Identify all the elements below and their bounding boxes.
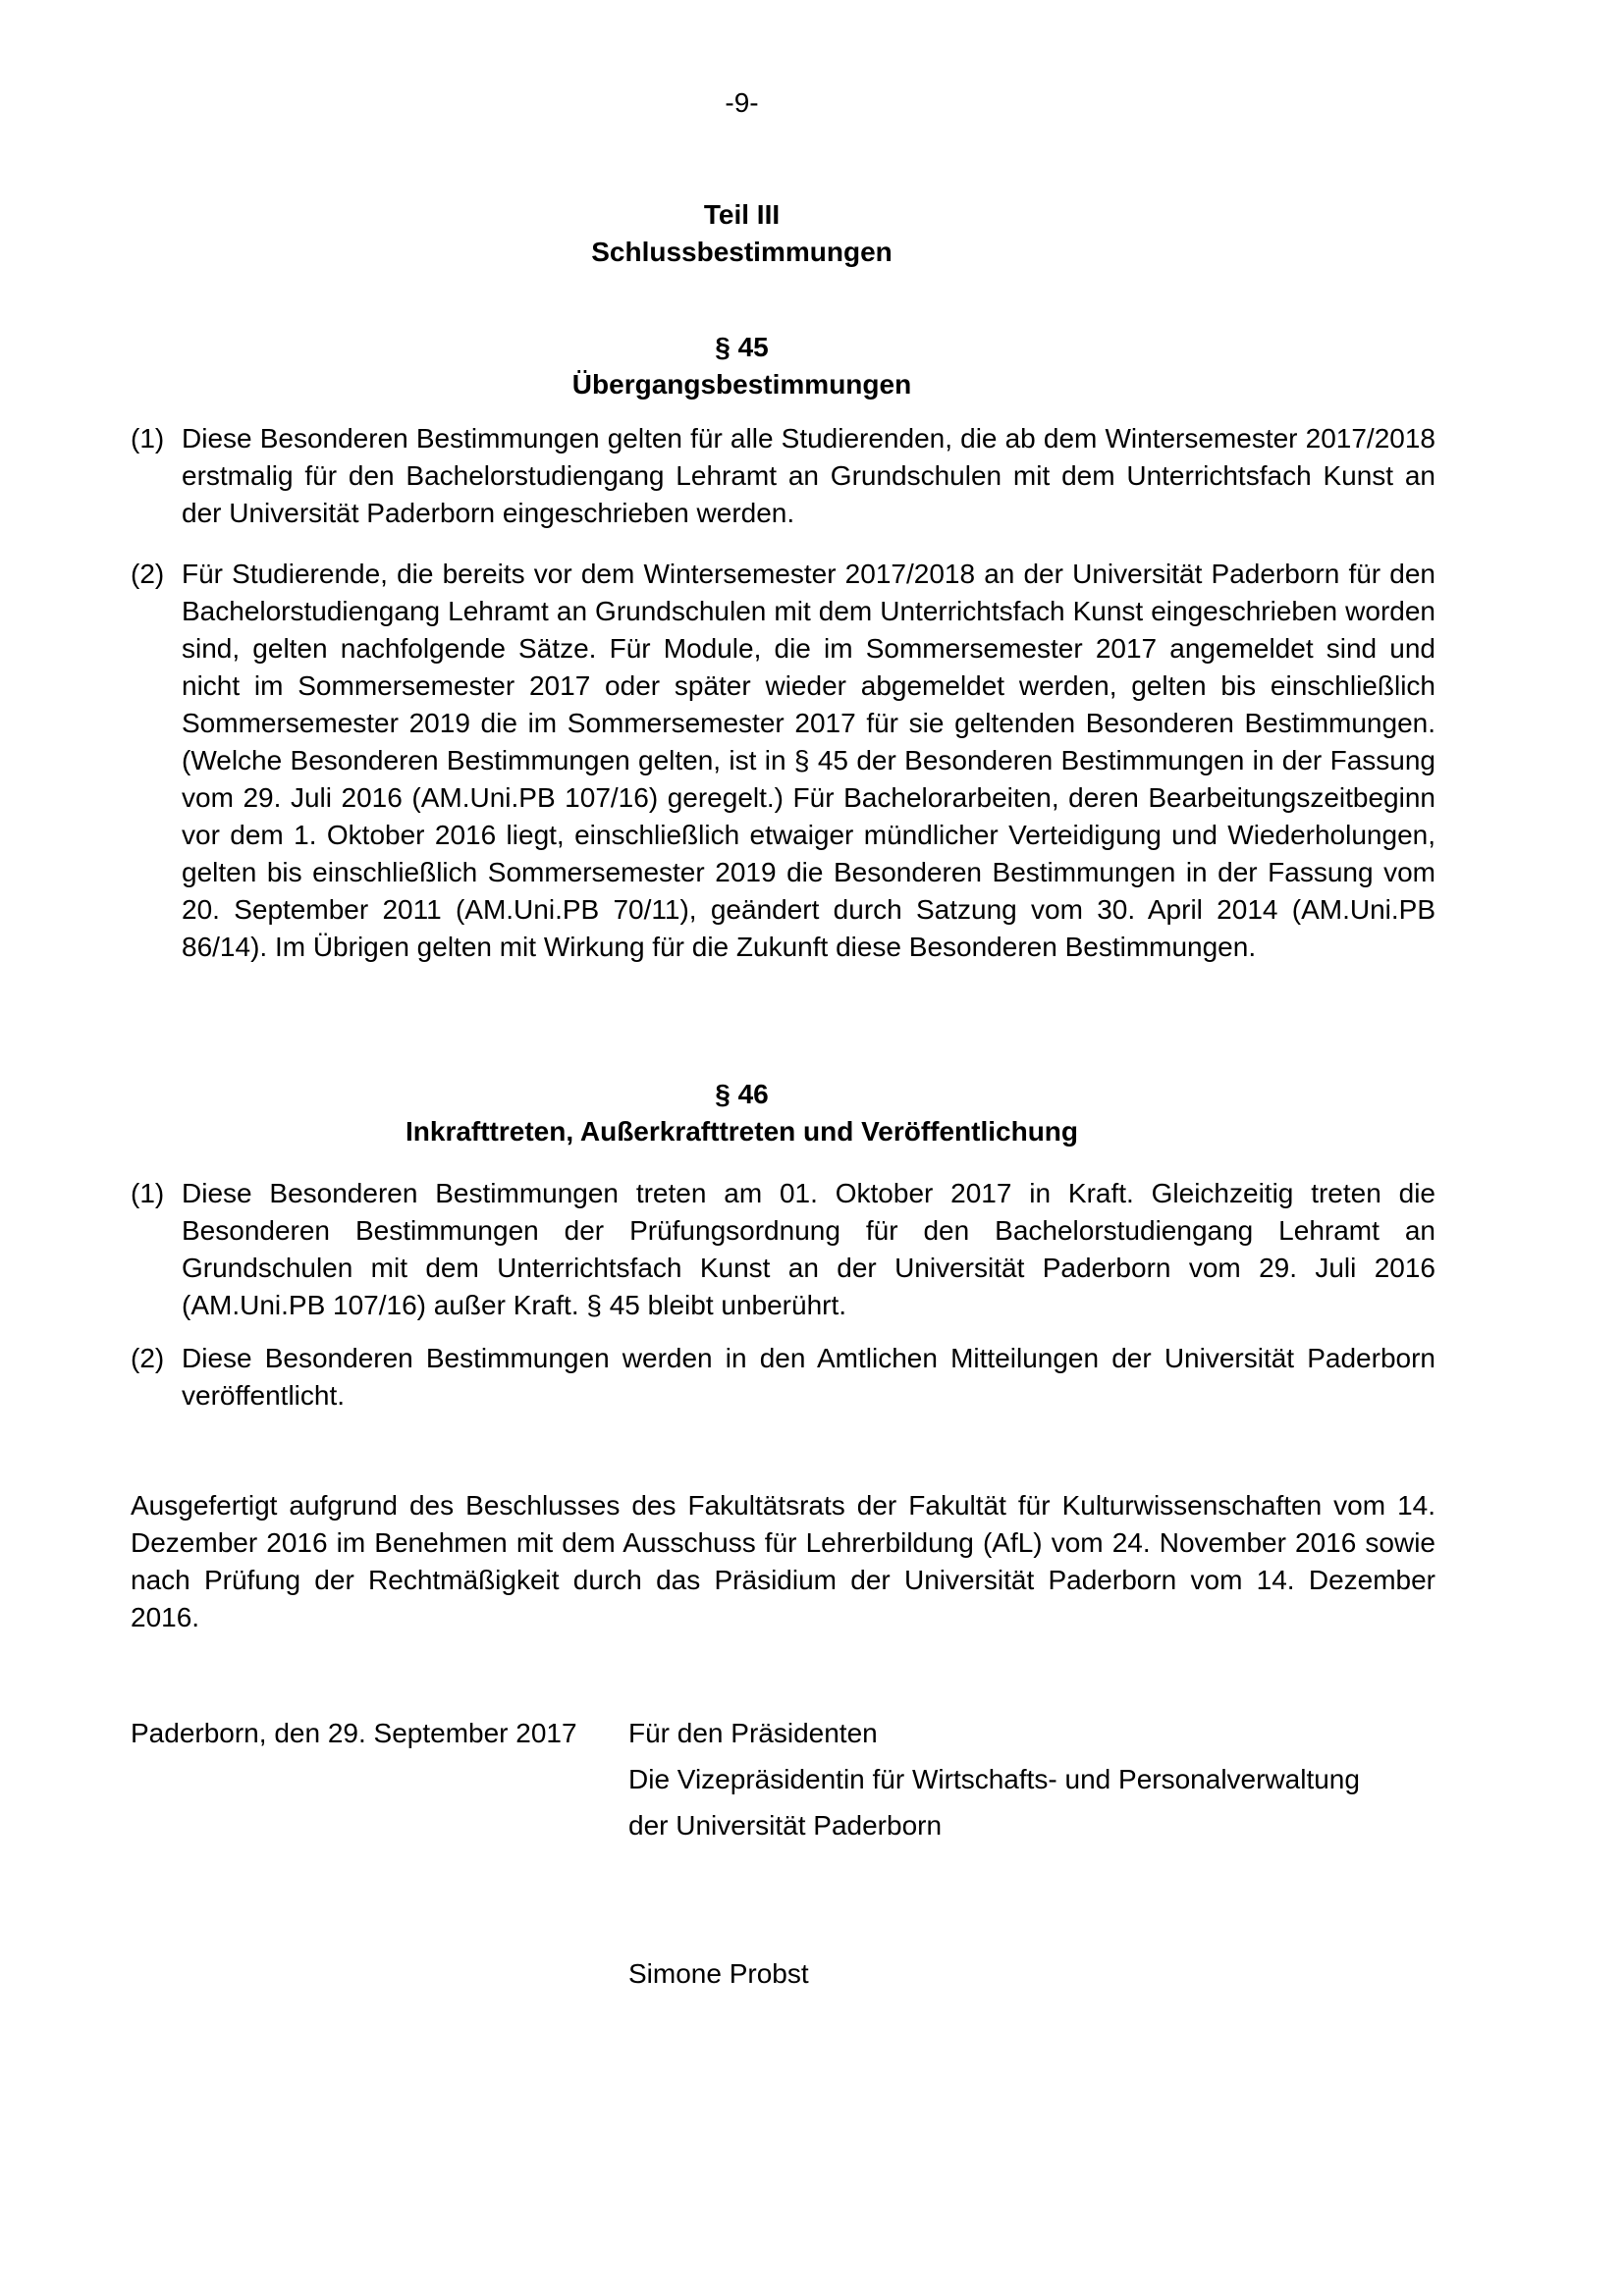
paragraph-text: Diese Besonderen Bestimmungen werden in den Amtlichen Mitteilungen der Universität Paderborn veröffentlicht.: [182, 1343, 1435, 1411]
paragraph-text: Diese Besonderen Bestimmungen gelten für alle Studierenden, die ab dem Wintersemester 2017/2018 erstmalig für den Bachelorstudiengang Lehramt an Grundschulen mit dem Unterrichtsfach Kunst an der Universität Paderborn eingeschrieben werden.: [182, 423, 1435, 528]
signature-right-column: [628, 1710, 1435, 1993]
closing-paragraph: Ausgefertigt aufgrund des Beschlusses des Fakultätsrats der Fakultät für Kulturwissenschaften vom 14. Dezember 2016 im Benehmen mit dem Ausschuss für Lehrerbildung (AfL) vom 24. November 2016 sowie nach Prüfung der Rechtmäßigkeit durch das Präsidium der Universität Paderborn vom 14. Dezember 2016.: [131, 1490, 1435, 1632]
section-45-paragraph-2: [131, 556, 1435, 966]
paragraph-label: (2): [131, 559, 165, 589]
section-45-title: Übergangsbestimmungen: [571, 369, 912, 400]
section-46-paragraph-1: [131, 1175, 1435, 1324]
part-number: Teil III: [703, 199, 781, 230]
section-46-heading: [131, 1076, 1353, 1150]
signature-name: Simone Probst: [628, 1958, 809, 1989]
paragraph-text: Für Studierende, die bereits vor dem Wintersemester 2017/2018 an der Universität Paderborn für den Bachelorstudiengang Lehramt an Grundschulen mit dem Unterrichtsfach Kunst eingeschrieben worden sind, gelten nachfolgende Sätze. Für Module, die im Sommersemester 2017 angemeldet sind und nicht im Sommersemester 2017 oder später wieder abgemeldet werden, gelten bis einschließlich Sommersemester 2019 die im Sommersemester 2017 für sie geltenden Besonderen Bestimmungen. (Welche Besonderen Bestimmungen gelten, ist in § 45 der Besonderen Bestimmungen in der Fassung vom 29. Juli 2016 (AM.Uni.PB 107/16) geregelt.) Für Bachelorarbeiten, deren Bearbeitungszeitbeginn vor dem 1. Oktober 2016 liegt, einschließlich etwaiger mündlicher Verteidigung und Wiederholungen, gelten bis einschließlich Sommersemester 2019 die Besonderen Bestimmungen in der Fassung vom 20. September 2011 (AM.Uni.PB 70/11), geändert durch Satzung vom 30. April 2014 (AM.Uni.PB 86/14). Im Übrigen gelten mit Wirkung für die Zukunft diese Besonderen Bestimmungen.: [182, 559, 1435, 962]
part-heading: [131, 196, 1353, 271]
signature-place-date: Paderborn, den 29. September 2017: [131, 1718, 577, 1748]
section-46-number: § 46: [715, 1079, 769, 1109]
paragraph-label: (1): [131, 423, 165, 454]
paragraph-label: (1): [131, 1178, 165, 1208]
signature-block: [131, 1710, 1435, 1993]
signature-role-line-1: Für den Präsidenten: [628, 1718, 878, 1748]
section-46-paragraph-2: [131, 1340, 1435, 1415]
page-number: -9-: [725, 87, 759, 118]
section-46-title: Inkrafttreten, Außerkrafttreten und Veröffentlichung: [405, 1116, 1079, 1147]
section-45-paragraph-1: [131, 420, 1435, 532]
signature-role-line-2: Die Vizepräsidentin für Wirtschafts- und Personalverwaltung: [628, 1764, 1360, 1794]
signature-role-line-3: der Universität Paderborn: [628, 1810, 943, 1841]
paragraph-label: (2): [131, 1343, 165, 1373]
page-content: [131, 84, 1435, 1993]
section-45-heading: [131, 329, 1353, 403]
paragraph-text: Diese Besonderen Bestimmungen treten am 01. Oktober 2017 in Kraft. Gleichzeitig treten die Besonderen Bestimmungen der Prüfungsordnung für den Bachelorstudiengang Lehramt an Grundschulen mit dem Unterrichtsfach Kunst an der Universität Paderborn vom 29. Juli 2016 (AM.Uni.PB 107/16) außer Kraft. § 45 bleibt unberührt.: [182, 1178, 1435, 1320]
section-45-number: § 45: [715, 332, 769, 362]
part-title: Schlussbestimmungen: [591, 237, 893, 267]
